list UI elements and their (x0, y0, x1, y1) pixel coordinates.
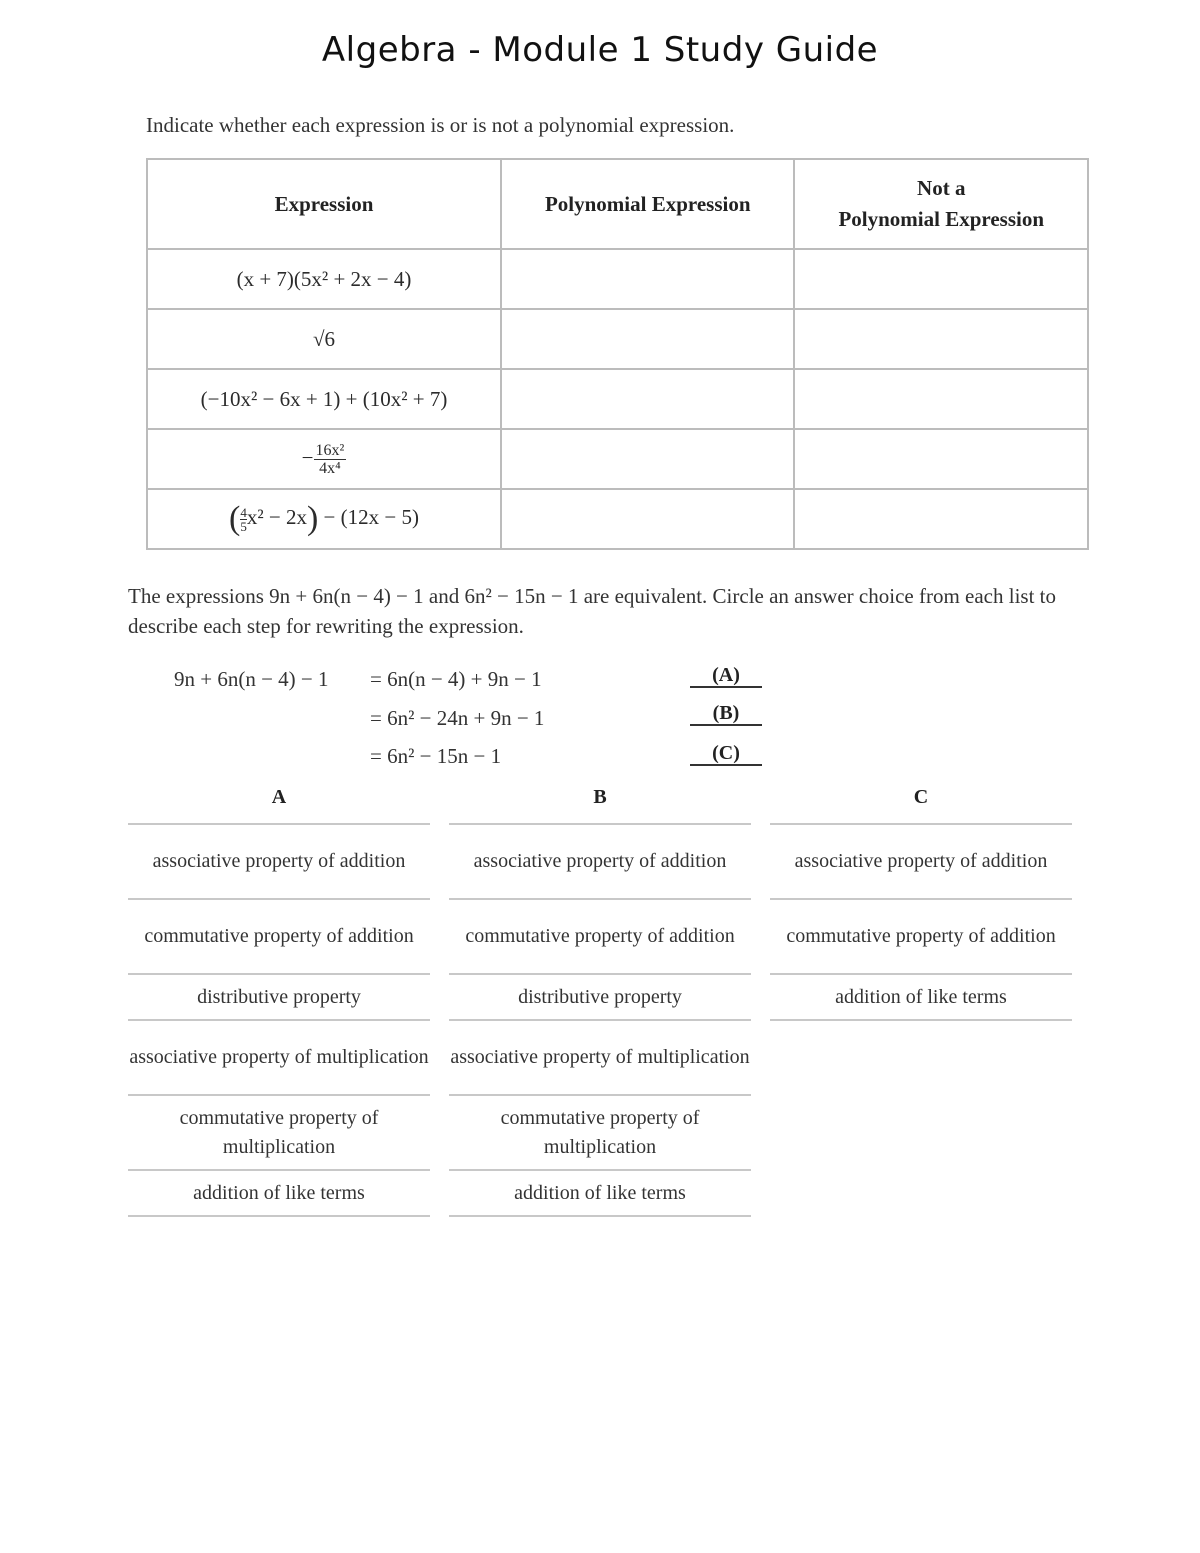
choice-a-associative-multiplication[interactable]: associative property of multiplication (128, 1019, 430, 1094)
expression-cell (147, 489, 501, 549)
small-fraction-numerator: 4 (240, 504, 247, 520)
not-polynomial-answer-cell[interactable] (794, 369, 1088, 429)
question2-prompt: The expressions 9n + 6n(n − 4) − 1 and 6n² − 15n − 1 are equivalent. Circle an answer choice from each list to describe each step for rewriting the expression. (128, 584, 1056, 638)
table-row (147, 309, 1088, 369)
list-a-heading: A (271, 786, 287, 808)
choice-a-associative-addition[interactable]: associative property of addition (128, 823, 430, 898)
polynomial-answer-cell[interactable] (501, 249, 794, 309)
polynomial-table (146, 158, 1089, 550)
choice-b-associative-addition[interactable]: associative property of addition (449, 823, 751, 898)
header-not-line2: Polynomial Expression (838, 207, 1045, 231)
open-paren: ( (229, 500, 241, 537)
list-divider (770, 1019, 1072, 1021)
table-row (147, 429, 1088, 489)
choice-b-like-terms[interactable]: addition of like terms (449, 1169, 751, 1215)
expression-cell (147, 429, 501, 489)
expression-cell: √6 (147, 309, 501, 369)
page-title: Algebra - Module 1 Study Guide (321, 30, 879, 70)
fraction-denominator: 4x⁴ (319, 459, 341, 477)
table-row (147, 369, 1088, 429)
choice-a-commutative-multiplication[interactable]: commutative property of multiplication (128, 1094, 430, 1169)
choice-b-commutative-multiplication[interactable]: commutative property of multiplication (449, 1094, 751, 1169)
list-divider (449, 1215, 751, 1217)
not-polynomial-answer-cell[interactable] (794, 249, 1088, 309)
header-not-line1: Not a (917, 176, 966, 200)
close-paren: ) (306, 500, 319, 537)
negative-sign: − (301, 444, 314, 469)
step-label-a: (A) (690, 664, 762, 688)
expression-cell: (−10x² − 6x + 1) + (10x² + 7) (147, 369, 501, 429)
choice-a-distributive[interactable]: distributive property (128, 973, 430, 1019)
polynomial-answer-cell[interactable] (501, 489, 794, 549)
step-3-rhs: = 6n² − 15n − 1 (370, 744, 502, 768)
choice-b-associative-multiplication[interactable]: associative property of multiplication (449, 1019, 751, 1094)
choice-b-distributive[interactable]: distributive property (449, 973, 751, 1019)
step-1-lhs: 9n + 6n(n − 4) − 1 (174, 667, 329, 691)
step-label-b: (B) (690, 702, 762, 726)
small-fraction-denominator: 5 (240, 518, 247, 534)
answer-list-c (770, 823, 1072, 1021)
rest-expression: − (12x − 5) (323, 504, 419, 529)
not-polynomial-answer-cell[interactable] (794, 429, 1088, 489)
fraction-numerator: 16x² (315, 441, 345, 459)
header-not-polynomial (794, 159, 1088, 249)
table-row (147, 489, 1088, 549)
polynomial-answer-cell[interactable] (501, 429, 794, 489)
choice-a-like-terms[interactable]: addition of like terms (128, 1169, 430, 1215)
question1-prompt: Indicate whether each expression is or is not a polynomial expression. (146, 113, 735, 137)
answer-list-b (449, 823, 751, 1217)
choice-a-commutative-addition[interactable]: commutative property of addition (128, 898, 430, 973)
step-2-rhs: = 6n² − 24n + 9n − 1 (370, 706, 545, 730)
table-header-row (147, 159, 1088, 249)
choice-c-like-terms[interactable]: addition of like terms (770, 973, 1072, 1019)
list-b-heading: B (593, 786, 607, 808)
choice-c-associative-addition[interactable]: associative property of addition (770, 823, 1072, 898)
polynomial-answer-cell[interactable] (501, 309, 794, 369)
not-polynomial-answer-cell[interactable] (794, 309, 1088, 369)
header-expression: Expression (147, 159, 501, 249)
choice-b-commutative-addition[interactable]: commutative property of addition (449, 898, 751, 973)
answer-list-a (128, 823, 430, 1217)
header-polynomial: Polynomial Expression (501, 159, 794, 249)
step-1-rhs: = 6n(n − 4) + 9n − 1 (370, 667, 542, 691)
fraction (314, 442, 347, 477)
choice-c-commutative-addition[interactable]: commutative property of addition (770, 898, 1072, 973)
polynomial-answer-cell[interactable] (501, 369, 794, 429)
list-divider (128, 1215, 430, 1217)
table-row (147, 249, 1088, 309)
inner-expression: x² − 2x (246, 504, 307, 529)
step-label-c: (C) (690, 742, 762, 766)
not-polynomial-answer-cell[interactable] (794, 489, 1088, 549)
list-c-heading: C (913, 786, 929, 808)
expression-cell: (x + 7)(5x² + 2x − 4) (147, 249, 501, 309)
